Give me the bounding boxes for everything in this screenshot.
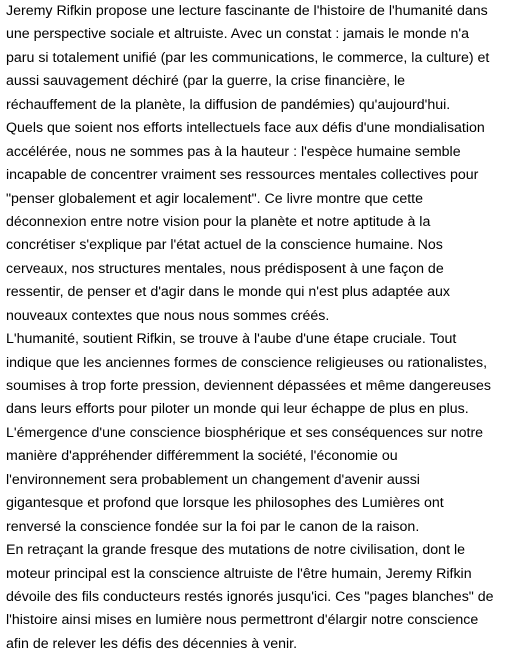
text-line: accélérée, nous ne sommes pas à la hauteur : l'espèce humaine semble [6, 143, 461, 160]
text-line: Jeremy Rifkin propose une lecture fascinante de l'histoire de l'humanité dans [6, 3, 488, 19]
text-line: dévoile des fils conducteurs restés ignorés jusqu'ici. Ces "pages blanches" de [6, 588, 494, 605]
text-line: Quels que soient nos efforts intellectuels face aux défis d'une mondialisation [6, 120, 485, 137]
text-line: soumises à trop forte pression, deviennent dépassées et même dangereuses [6, 378, 492, 394]
text-line: "penser globalement et agir localement". Ce livre montre que cette [6, 190, 424, 207]
text-line: réchauffement de la planète, la diffusion de pandémies) qu'aujourd'hui. [6, 96, 451, 113]
text-line: paru si totalement unifié (par les communications, le commerce, la culture) et [6, 49, 490, 66]
text-line: déconnexion entre notre vision pour la planète et notre aptitude à la [6, 213, 431, 230]
document-body [6, 0, 524, 656]
text-line: cerveaux, nos structures mentales, nous prédisposent à une façon de [6, 260, 444, 277]
paragraph-conclusion [6, 539, 524, 656]
paragraph-efforts [6, 117, 524, 328]
paragraph-humanity [6, 328, 524, 539]
text-line: incapable de concentrer vraiment ses ressources mentales collectives pour [6, 167, 479, 184]
text-line: En retraçant la grande fresque des mutations de notre civilisation, dont le [6, 542, 465, 559]
text-line: ressentir, de penser et d'agir dans le monde qui n'est plus adaptée aux [6, 284, 450, 301]
text-line: nouveaux contextes que nous nous sommes créés. [6, 307, 330, 324]
text-line: l'environnement sera probablement un changement d'avenir aussi [6, 471, 420, 488]
text-line: L'émergence d'une conscience biosphérique et ses conséquences sur notre [6, 424, 484, 441]
text-line: moteur principal est la conscience altruiste de l'être humain, Jeremy Rifkin [6, 565, 472, 582]
text-line: renversé la conscience fondée sur la foi par le canon de la raison. [6, 518, 420, 535]
text-line: manière d'appréhender différemment la société, l'économie ou [6, 448, 398, 465]
text-line: L'humanité, soutient Rifkin, se trouve à l'aube d'une étape cruciale. Tout [6, 331, 457, 348]
paragraph-intro [6, 0, 524, 117]
text-line: dans leurs efforts pour piloter un monde qui leur échappe de plus en plus. [6, 401, 469, 418]
text-line: indique que les anciennes formes de conscience religieuses ou rationalistes, [6, 354, 488, 371]
text-line: une perspective sociale et altruiste. Avec un constat : jamais le monde n'a [6, 26, 470, 43]
text-line: aussi sauvagement déchiré (par la guerre, la crise financière, le [6, 73, 406, 90]
text-line: afin de relever les défis des décennies à venir. [6, 635, 298, 652]
text-line: concrétiser s'explique par l'état actuel de la conscience humaine. Nos [6, 237, 443, 254]
text-line: l'histoire ainsi mises en lumière nous permettront d'élargir notre conscience [6, 612, 479, 629]
text-line: gigantesque et profond que lorsque les philosophes des Lumières ont [6, 495, 444, 512]
